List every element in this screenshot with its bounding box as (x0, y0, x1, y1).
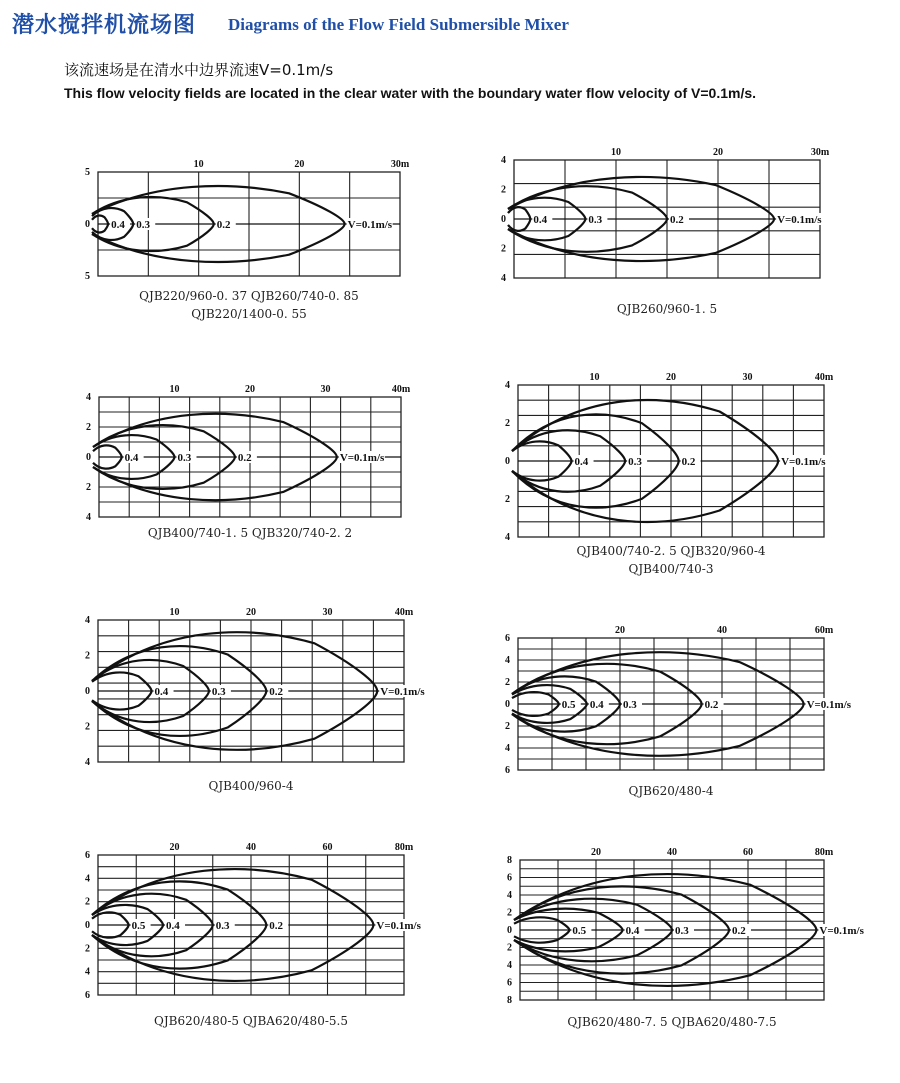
y-tick-label: 4 (85, 873, 90, 885)
y-tick-label: 5 (85, 271, 90, 282)
contour-label: 0.3 (623, 699, 637, 711)
y-tick-label: 8 (507, 995, 512, 1006)
model-caption: QJB620/480-5 QJBA620/480-5.5 (154, 1014, 348, 1028)
x-tick-label: 60 (322, 842, 333, 853)
y-tick-label: 4 (86, 392, 91, 403)
y-tick-label: 0 (86, 452, 91, 463)
x-tick-label: 80m (394, 842, 414, 853)
x-tick-label: 30 (320, 384, 331, 395)
contour-label: 0.2 (732, 925, 746, 937)
y-tick-label: 2 (85, 896, 90, 908)
x-tick-label: 10 (193, 159, 204, 170)
contour-label: 0.3 (588, 214, 603, 226)
x-tick-label: 40 (667, 847, 677, 858)
y-tick-label: 0 (505, 699, 510, 710)
x-tick-label: 20 (246, 607, 256, 618)
x-tick-label: 10 (611, 147, 621, 158)
model-caption: QJB220/1400-0. 55 (191, 307, 307, 321)
contour-label: 0.2 (269, 686, 284, 698)
contour-label: V=0.1m/s (806, 699, 852, 711)
contour-label: 0.3 (211, 686, 226, 698)
y-tick-label: 4 (85, 757, 90, 768)
subtitle-en: This flow velocity fields are located in the clear water with the boundary water flow velocity of V=0.1m/s. (64, 85, 757, 101)
model-caption: QJB620/480-4 (628, 784, 714, 798)
y-tick-label: 4 (505, 532, 510, 543)
contour-label: 0.4 (111, 219, 125, 231)
contour-label: 0.5 (572, 925, 587, 937)
x-tick-label: 60m (814, 625, 834, 636)
y-tick-label: 4 (86, 512, 91, 523)
contour-label: 0.2 (216, 219, 231, 231)
x-tick-label: 80m (814, 847, 834, 858)
y-tick-label: 4 (507, 960, 512, 971)
contour-label: V=0.1m/s (819, 925, 864, 937)
contour-label: 0.3 (675, 925, 689, 937)
contour-label: 0.4 (154, 686, 169, 698)
y-tick-label: 2 (501, 243, 506, 255)
y-tick-label: 4 (85, 615, 90, 626)
x-tick-label: 60 (743, 847, 753, 858)
x-tick-label: 10 (169, 607, 180, 618)
y-tick-label: 6 (505, 633, 510, 644)
contour-label: 0.2 (704, 699, 719, 711)
contour-label: 0.3 (628, 456, 642, 468)
x-tick-label: 20 (245, 384, 255, 395)
y-tick-label: 0 (501, 214, 506, 225)
contour-label: 0.4 (625, 925, 640, 937)
y-tick-label: 6 (505, 765, 510, 776)
model-caption: QJB400/740-1. 5 QJB320/740-2. 2 (147, 526, 353, 540)
x-tick-label: 30m (390, 159, 410, 170)
y-tick-label: 6 (507, 872, 512, 884)
model-caption: QJB260/960-1. 5 (616, 302, 718, 316)
x-tick-label: 20 (591, 847, 601, 858)
y-tick-label: 2 (85, 650, 90, 662)
model-caption: QJB620/480-7. 5 QJBA620/480-7.5 (567, 1015, 777, 1029)
y-tick-label: 4 (501, 273, 506, 284)
contour-label: 0.3 (136, 219, 150, 231)
flow-diagram-8 (490, 842, 864, 1037)
y-tick-label: 0 (85, 686, 90, 697)
flow-diagram-7 (70, 835, 440, 1035)
contour-label: 0.4 (574, 456, 589, 468)
y-tick-label: 4 (505, 655, 510, 666)
x-tick-label: 20 (666, 372, 676, 383)
y-tick-label: 2 (86, 482, 91, 493)
flow-diagram-1 (60, 150, 420, 335)
contour-label: 0.4 (589, 699, 604, 711)
model-caption: QJB400/960-4 (208, 779, 294, 793)
contour-label: 0.4 (166, 920, 180, 932)
page-title-zh: 潜水搅拌机流场图 (12, 13, 197, 38)
y-tick-label: 6 (85, 850, 90, 861)
contour-label: 0.2 (237, 452, 252, 464)
y-tick-label: 6 (85, 990, 90, 1001)
x-tick-label: 40m (394, 607, 414, 618)
y-tick-label: 6 (507, 977, 512, 989)
y-tick-label: 2 (85, 721, 90, 733)
x-tick-label: 30 (742, 372, 753, 383)
contour-label: V=0.1m/s (777, 214, 822, 226)
x-tick-label: 40 (246, 842, 256, 853)
x-tick-label: 30 (322, 607, 333, 618)
y-tick-label: 5 (85, 167, 90, 178)
y-tick-label: 4 (501, 155, 506, 166)
y-tick-label: 0 (85, 920, 90, 931)
y-tick-label: 4 (507, 890, 512, 901)
contour-label: 0.5 (561, 699, 576, 711)
y-tick-label: 4 (505, 743, 510, 754)
y-tick-label: 2 (85, 943, 90, 955)
y-tick-label: 2 (505, 418, 510, 429)
y-tick-label: 0 (507, 925, 512, 936)
contour-label: 0.4 (124, 452, 139, 464)
contour-label: 0.2 (681, 456, 696, 468)
y-tick-label: 2 (501, 184, 506, 196)
y-tick-label: 2 (505, 677, 510, 688)
contour-label: 0.2 (670, 214, 684, 226)
contour-label: 0.3 (215, 920, 230, 932)
contour-label: V=0.1m/s (347, 219, 393, 231)
model-caption: QJB220/960-0. 37 QJB260/740-0. 85 (139, 289, 359, 303)
page-title-en: Diagrams of the Flow Field Submersible Mixer (228, 15, 569, 34)
contour-label: 0.4 (533, 214, 548, 226)
flow-diagram-6 (490, 618, 860, 803)
flow-diagram-4 (490, 365, 860, 585)
y-tick-label: 8 (507, 855, 512, 866)
y-tick-label: 2 (86, 422, 91, 433)
x-tick-label: 10 (589, 372, 600, 383)
flow-diagram-3 (75, 375, 435, 565)
contour-label: V=0.1m/s (380, 686, 425, 698)
model-caption: QJB400/740-3 (628, 562, 714, 576)
y-tick-label: 2 (507, 942, 512, 954)
y-tick-label: 4 (505, 380, 510, 391)
x-tick-label: 20 (713, 147, 723, 158)
contour-label: V=0.1m/s (781, 456, 826, 468)
subtitle-zh: 该流速场是在清水中边界流速V=0.1m/s (64, 61, 334, 79)
contour-label: 0.5 (131, 920, 146, 932)
contour-label: 0.2 (269, 920, 284, 932)
y-tick-label: 0 (505, 456, 510, 467)
x-tick-label: 20 (615, 625, 625, 636)
x-tick-label: 40 (717, 625, 727, 636)
contour-label: V=0.1m/s (376, 920, 421, 932)
contour-label: 0.3 (177, 452, 192, 464)
y-tick-label: 0 (85, 219, 90, 230)
x-tick-label: 20 (169, 842, 180, 853)
model-caption: QJB400/740-2. 5 QJB320/960-4 (576, 544, 766, 558)
x-tick-label: 20 (294, 159, 305, 170)
x-tick-label: 10 (169, 384, 180, 395)
y-tick-label: 2 (505, 721, 510, 732)
x-tick-label: 30m (810, 147, 830, 158)
flow-diagram-2 (490, 140, 850, 330)
contour-label: V=0.1m/s (339, 452, 385, 464)
flow-diagram-5 (70, 600, 440, 800)
x-tick-label: 40m (391, 384, 411, 395)
y-tick-label: 4 (85, 966, 90, 978)
y-tick-label: 2 (505, 494, 510, 505)
x-tick-label: 40m (814, 372, 834, 383)
y-tick-label: 2 (507, 907, 512, 919)
